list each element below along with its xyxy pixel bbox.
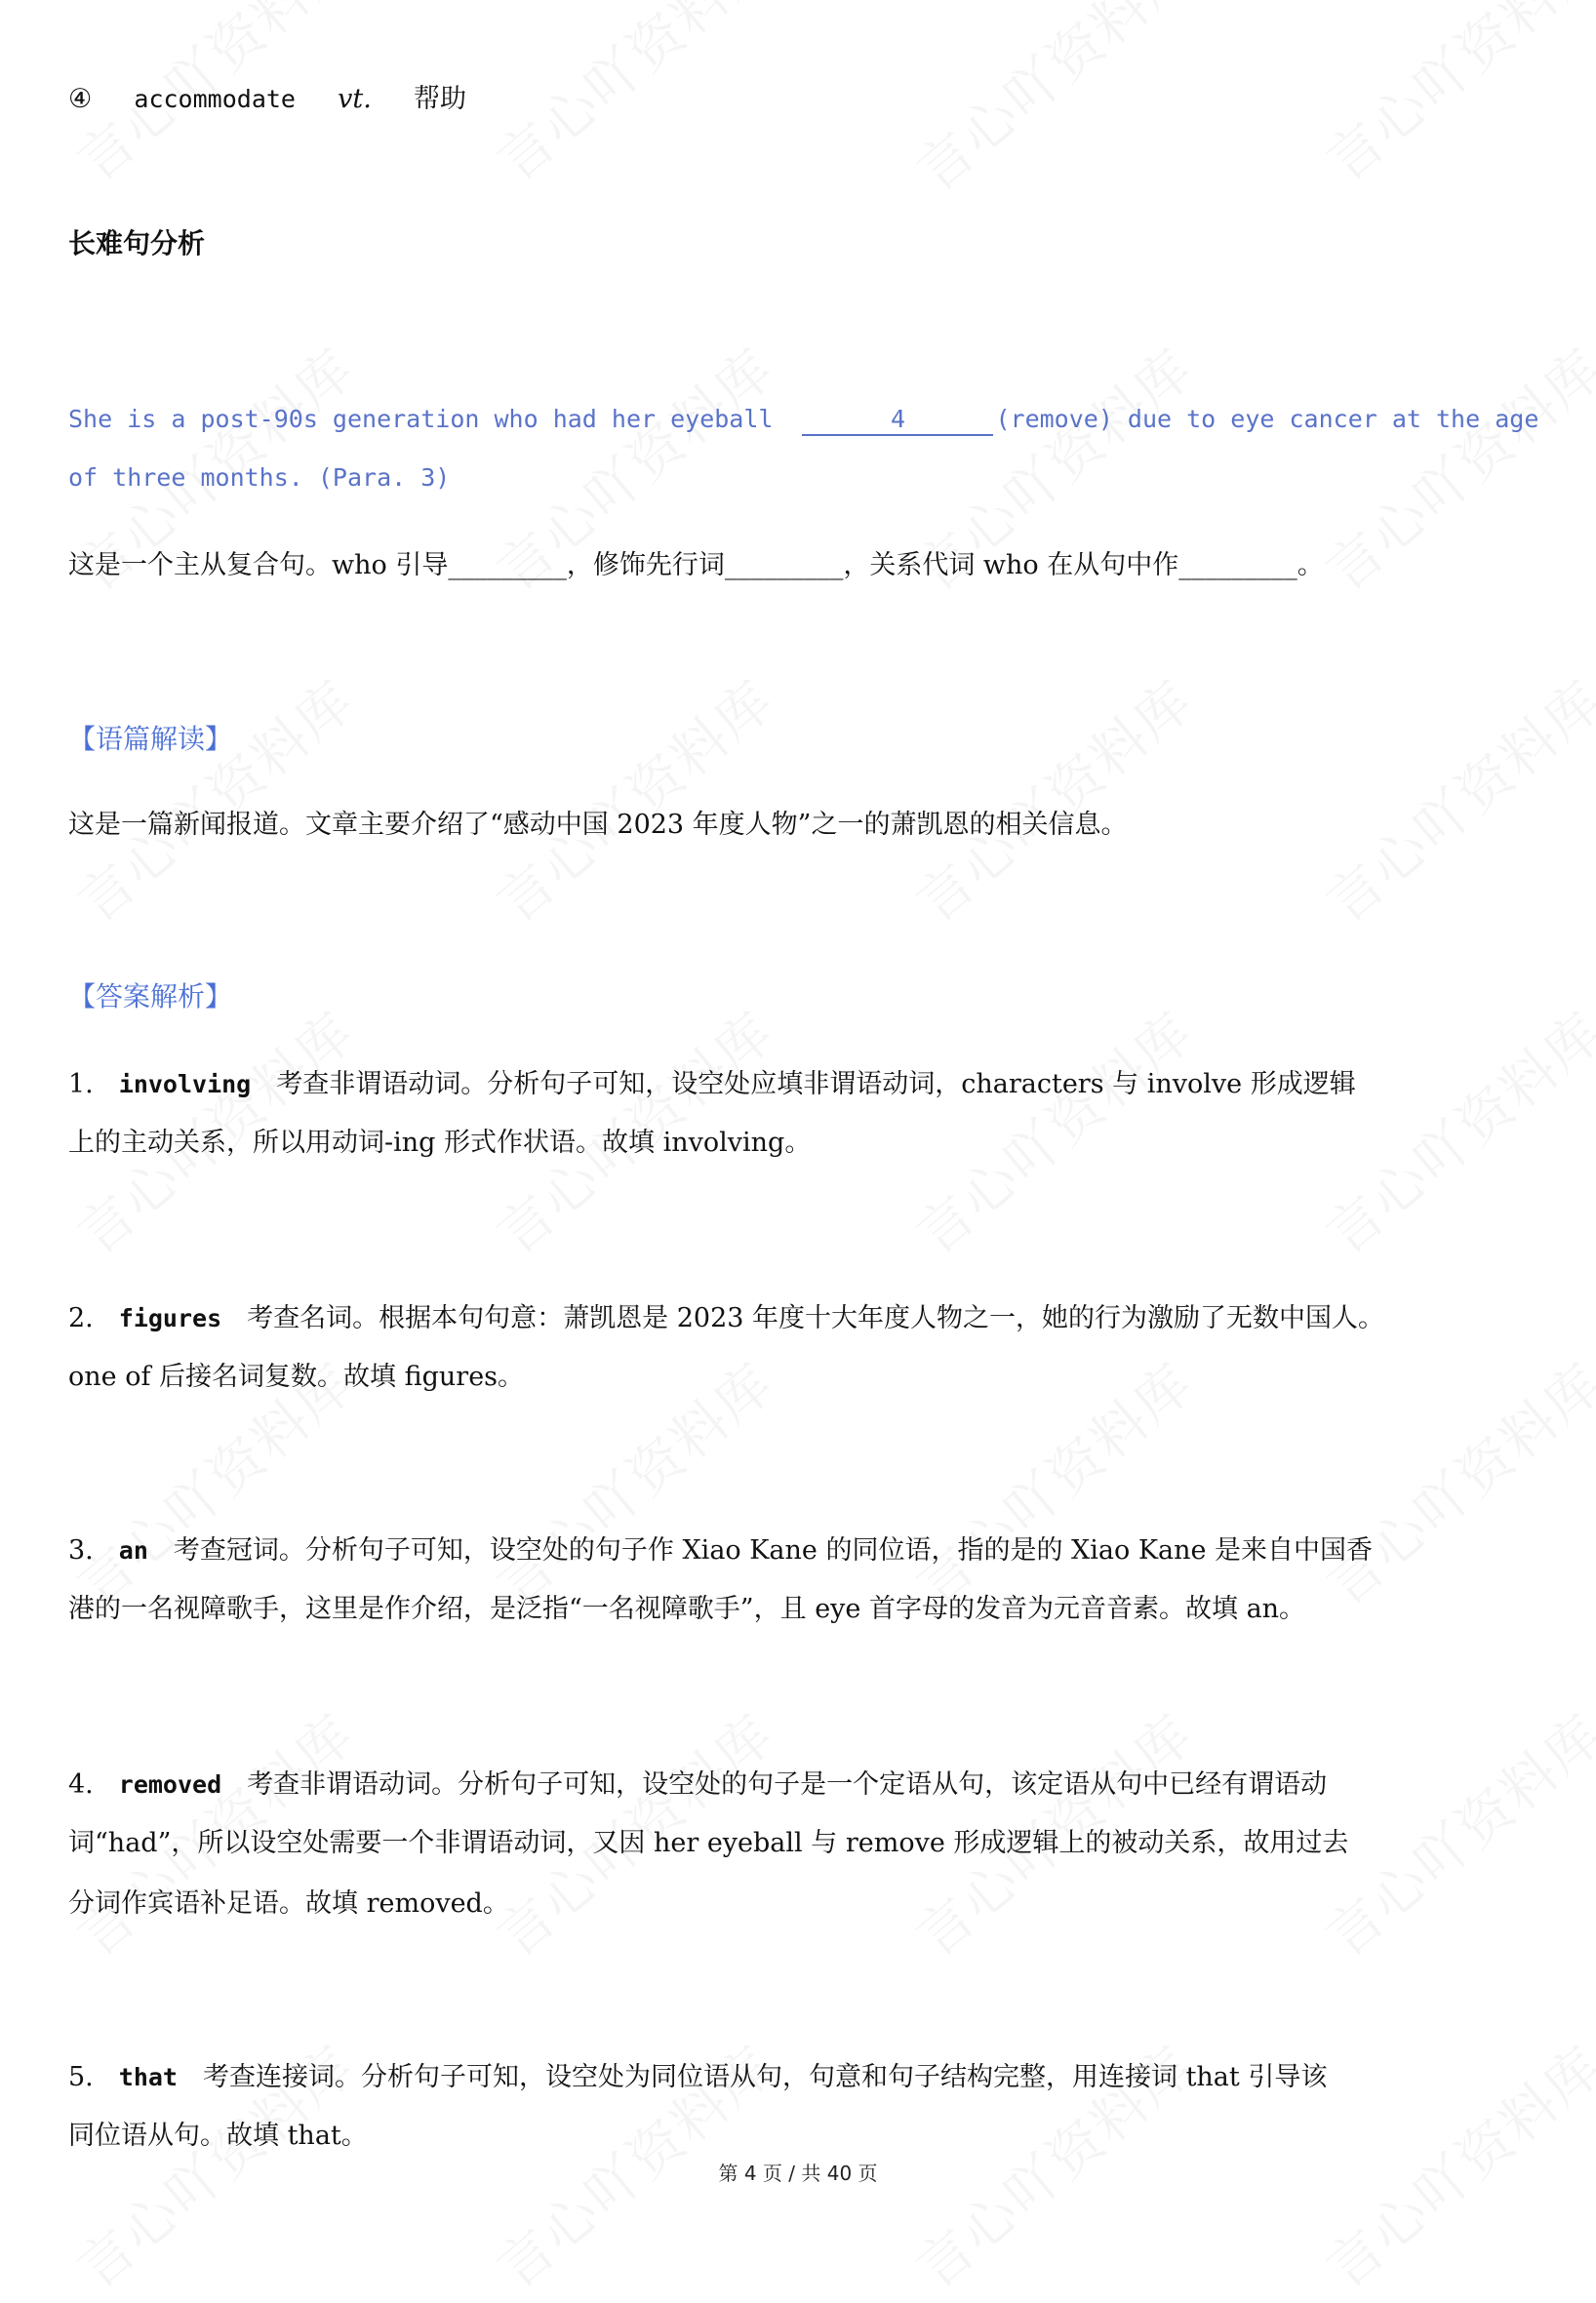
vocab-meaning: 帮助 <box>414 84 467 114</box>
blank-4: 4 <box>802 405 993 436</box>
example-sentence-line2: of three months. (Para. 3) <box>68 463 451 492</box>
answer-explanation: 考查非谓语动词。分析句子可知，设空处的句子是一个定语从句，该定语从句中已经有谓语动 <box>247 1769 1328 1800</box>
answer-item-5-line1 <box>68 2058 1327 2097</box>
section-title-passage-reading: 【语篇解读】 <box>68 723 233 755</box>
answer-word: that <box>118 2063 178 2091</box>
answer-item-4-line2: 词“had”，所以设空处需要一个非谓语动词，又因 her eyeball 与 remove 形成逻辑上的被动关系，故用过去 <box>68 1828 1349 1858</box>
answer-word: removed <box>118 1770 222 1799</box>
answer-item-2-line1 <box>68 1299 1384 1338</box>
passage-reading-text: 这是一篇新闻报道。文章主要介绍了“感动中国 2023 年度人物”之一的萧凯恩的相关信息。 <box>68 810 1128 840</box>
answer-number: 2. <box>68 1303 94 1333</box>
answer-explanation: 考查冠词。分析句子可知，设空处的句子作 Xiao Kane 的同位语，指的是的 Xiao Kane 是来自中国香 <box>173 1535 1374 1566</box>
vocab-word: accommodate <box>134 85 296 113</box>
answer-number: 5. <box>68 2062 94 2092</box>
example-sentence-line1 <box>68 400 1538 439</box>
answer-explanation: 考查非谓语动词。分析句子可知，设空处应填非谓语动词，characters 与 involve 形成逻辑 <box>276 1069 1356 1099</box>
answer-word: an <box>118 1536 148 1565</box>
answer-item-4-line3: 分词作宾语补足语。故填 removed。 <box>68 1888 509 1919</box>
answer-number: 1. <box>68 1069 94 1099</box>
sentence-analysis: 这是一个主从复合句。who 引导_________，修饰先行词_________，关系代词 who 在从句中作_________。 <box>68 550 1324 580</box>
sentence-part1: She is a post-90s generation who had her eyeball <box>68 405 774 433</box>
vocab-marker: ④ <box>68 84 93 114</box>
answer-item-1-line2: 上的主动关系，所以用动词-ing 形式作状语。故填 involving。 <box>68 1128 812 1158</box>
answer-item-2-line2: one of 后接名词复数。故填 figures。 <box>68 1362 525 1392</box>
answer-item-4-line1 <box>68 1766 1327 1805</box>
vocab-item <box>68 80 466 119</box>
answer-word: involving <box>118 1070 252 1098</box>
page-number-footer: 第 4 页 / 共 40 页 <box>718 2162 878 2185</box>
answer-item-3-line1 <box>68 1531 1373 1570</box>
section-title-long-sentence: 长难句分析 <box>68 227 206 259</box>
answer-number: 4. <box>68 1769 94 1800</box>
section-title-answers: 【答案解析】 <box>68 980 233 1013</box>
answer-item-1-line1 <box>68 1065 1356 1104</box>
sentence-part2: (remove) due to eye cancer at the age <box>995 405 1539 433</box>
answer-word: figures <box>118 1304 222 1332</box>
answer-explanation: 考查连接词。分析句子可知，设空处为同位语从句，句意和句子结构完整，用连接词 that 引导该 <box>202 2062 1328 2092</box>
answer-explanation: 考查名词。根据本句句意：萧凯恩是 2023 年度十大年度人物之一，她的行为激励了无数中国人。 <box>247 1303 1385 1333</box>
answer-item-5-line2: 同位语从句。故填 that。 <box>68 2121 368 2151</box>
answer-number: 3. <box>68 1535 94 1566</box>
vocab-pos: vt. <box>338 84 372 114</box>
answer-item-3-line2: 港的一名视障歌手，这里是作介绍，是泛指“一名视障歌手”，且 eye 首字母的发音为元音音素。故填 an。 <box>68 1594 1306 1624</box>
